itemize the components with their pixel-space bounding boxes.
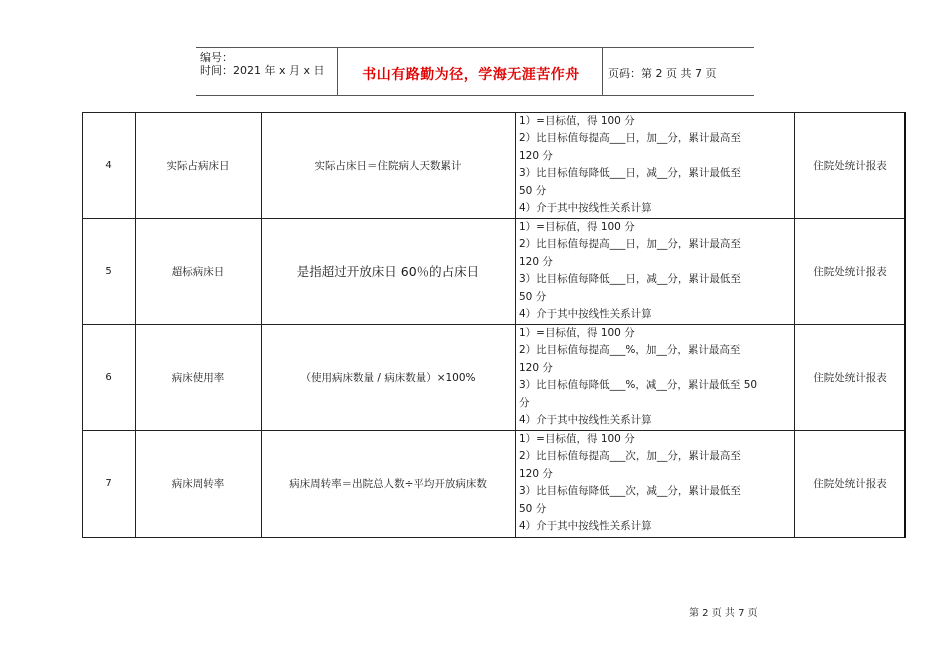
header-bottom-rule [196, 95, 754, 96]
row-number: 4 [105, 159, 112, 171]
rule-line: 50 分 [519, 290, 547, 303]
rule-line: 3）比目标值每降低___%，减__分，累计最低至 50 [519, 379, 758, 392]
table-row [82, 112, 906, 218]
rule-line: 50 分 [519, 502, 547, 515]
header-divider [337, 47, 338, 96]
rule-line: 1）=目标值，得 100 分 [519, 433, 635, 445]
row-number: 5 [105, 265, 112, 277]
row-number: 7 [105, 477, 112, 489]
data-source: 住院处统计报表 [813, 265, 887, 278]
rule-line: 3）比目标值每降低___日，减__分，累计最低至 [519, 167, 741, 180]
header-page-info: 页码：第 2 页 共 7 页 [608, 67, 717, 80]
data-source: 住院处统计报表 [813, 477, 887, 490]
rule-line: 3）比目标值每降低___次，减__分，累计最低至 [519, 485, 741, 498]
page-header [196, 47, 754, 96]
rule-line: 2）比目标值每提高___%，加__分，累计最高至 [519, 344, 741, 357]
table-rule [82, 537, 906, 538]
rule-line: 4）介于其中按线性关系计算 [519, 414, 652, 427]
indicator-name: 超标病床日 [171, 265, 225, 278]
header-divider [602, 47, 603, 96]
footer-page-number: 第 2 页 共 7 页 [689, 608, 758, 619]
row-number: 6 [105, 371, 112, 383]
indicator-name: 病床周转率 [171, 477, 225, 490]
rule-line: 50 分 [519, 184, 547, 197]
indicator-table [82, 112, 906, 538]
rule-line: 1）=目标值，得 100 分 [519, 115, 635, 127]
motto: 书山有路勤为径，学海无涯苦作舟 [362, 67, 580, 83]
rule-line: 2）比目标值每提高___次，加__分，累计最高至 [519, 450, 741, 463]
indicator-name: 病床使用率 [171, 371, 225, 384]
rule-line: 分 [519, 396, 530, 409]
indicator-formula: （使用病床数量 / 病床数量）×100% [300, 371, 476, 384]
indicator-formula: 是指超过开放床日 60％的占床日 [296, 264, 480, 279]
rule-line: 3）比目标值每降低___日，减__分，累计最低至 [519, 273, 741, 286]
rule-line: 2）比目标值每提高___日，加__分，累计最高至 [519, 238, 741, 251]
rule-line: 120 分 [519, 149, 553, 162]
scoring-rules [519, 431, 791, 535]
rule-line: 4）介于其中按线性关系计算 [519, 520, 652, 533]
header-meta [200, 51, 325, 77]
table-row [82, 324, 906, 430]
table-row [82, 218, 906, 324]
rule-line: 4）介于其中按线性关系计算 [519, 308, 652, 321]
scoring-rules [519, 325, 791, 429]
rule-line: 120 分 [519, 467, 553, 480]
indicator-formula: 病床周转率＝出院总人数÷平均开放病床数 [289, 477, 487, 490]
rule-line: 1）=目标值，得 100 分 [519, 327, 635, 339]
rule-line: 120 分 [519, 361, 553, 374]
indicator-name: 实际占病床日 [166, 159, 230, 172]
header-top-rule [196, 47, 754, 48]
table-row [82, 430, 906, 536]
data-source: 住院处统计报表 [813, 159, 887, 172]
rule-line: 2）比目标值每提高___日，加__分，累计最高至 [519, 132, 741, 145]
indicator-formula: 实际占床日＝住院病人天数累计 [314, 159, 462, 172]
rule-line: 4）介于其中按线性关系计算 [519, 202, 652, 215]
scoring-rules [519, 219, 791, 323]
time-label: 时间：2021 年 x 月 x 日 [200, 64, 325, 77]
code-label: 编号： [200, 51, 233, 64]
scoring-rules [519, 113, 791, 217]
data-source: 住院处统计报表 [813, 371, 887, 384]
rule-line: 120 分 [519, 255, 553, 268]
rule-line: 1）=目标值，得 100 分 [519, 221, 635, 233]
